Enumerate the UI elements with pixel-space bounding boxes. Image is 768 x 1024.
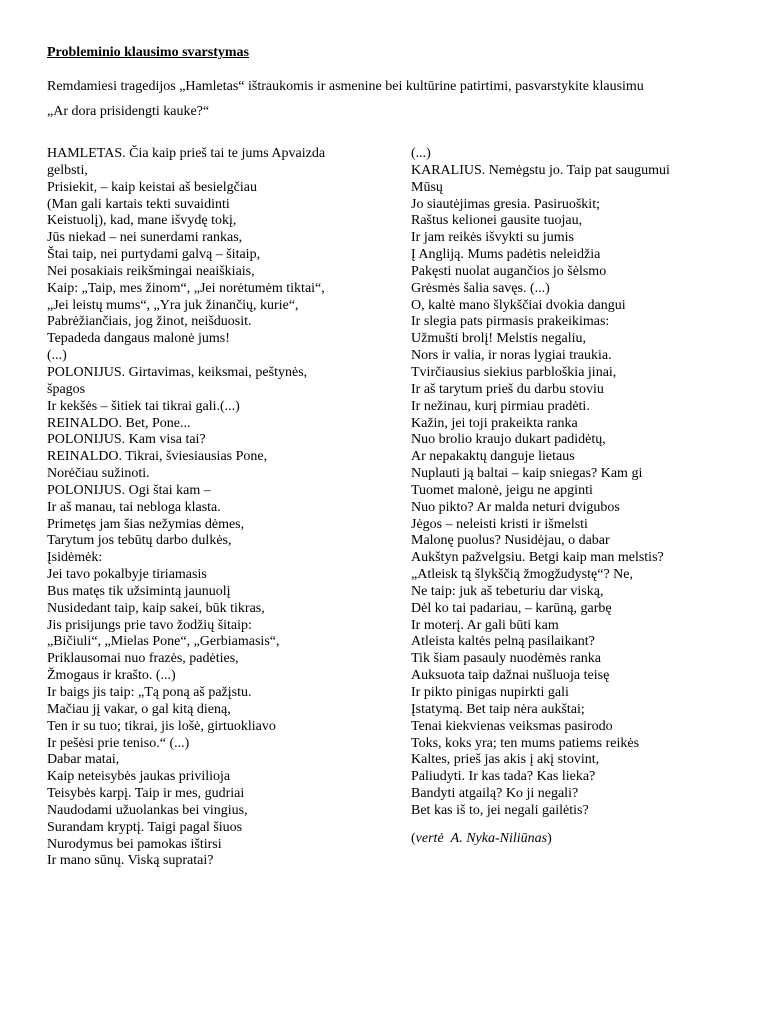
text-line: (Man gali kartais tekti suvaidinti — [47, 196, 230, 212]
text-line: „Jei leistų mums“, „Yra juk žinančių, kurie“, — [47, 297, 299, 313]
left-text-column — [47, 146, 387, 870]
text-line: (...) — [47, 348, 67, 364]
text-line: Atleista kaltės pelną pasilaikant? — [411, 634, 595, 650]
text-line: Tarytum jos tebūtų darbo dulkės, — [47, 533, 232, 549]
text-line: Tepadeda dangaus malonė jums! — [47, 331, 230, 347]
text-line: Jo siautėjimas gresia. Pasiruoškit; — [411, 196, 600, 212]
page-title: Probleminio klausimo svarstymas — [47, 45, 249, 60]
text-line: špagos — [47, 381, 86, 397]
text-line: Ir nežinau, kurį pirmiau pradėti. — [411, 398, 590, 414]
text-line: Įstatymą. Bet taip nėra aukštai; — [411, 701, 585, 717]
text-line: Priklausomai nuo frazės, padėties, — [47, 651, 239, 667]
intro-line-1: Remdamiesi tragedijos „Hamletas“ ištraukomis ir asmenine bei kultūrine patirtimi, pasvarstykite klausimu — [47, 79, 644, 94]
text-line: Prisiekit, – kaip keistai aš besielgčiau — [47, 179, 257, 195]
text-line: Auksuota taip dažnai nušluoja teisę — [411, 668, 610, 684]
text-line: Dėl ko tai padariau, – karūną, garbę — [411, 600, 612, 616]
text-line: Įsidėmėk: — [47, 550, 103, 566]
text-line: Tenai kiekvienas veiksmas pasirodo — [411, 718, 613, 734]
intro-question: „Ar dora prisidengti kauke?“ — [47, 104, 210, 119]
text-line: HAMLETAS. Čia kaip prieš tai te jums Apvaizda — [47, 146, 326, 161]
text-line: Jei tavo pokalbyje tiriamasis — [47, 567, 207, 583]
text-line: Ir moterį. Ar gali būti kam — [411, 617, 559, 633]
text-line: gelbsti, — [47, 162, 88, 178]
text-line: Naudodami užuolankas bei vingius, — [47, 802, 248, 818]
text-line: Žmogaus ir krašto. (...) — [47, 668, 176, 684]
text-line: Paliudyti. Ir kas tada? Kas lieka? — [411, 769, 596, 785]
text-line: Aukštyn pažvelgsiu. Betgi kaip man melstis? — [411, 550, 664, 566]
translation-credit — [411, 831, 731, 848]
text-line: Nei posakiais reikšmingai neaiškiais, — [47, 263, 255, 279]
text-line: Ne taip: juk aš tebeturiu dar viską, — [411, 583, 604, 599]
text-line: Nors ir valia, ir noras lygiai traukia. — [411, 348, 612, 364]
credit-translated-by: vertė — [415, 830, 444, 846]
credit-translator-name: A. Nyka-Niliūnas — [450, 830, 548, 846]
text-line: Tvirčiausius siekius parbloškia jinai, — [411, 364, 617, 380]
text-line: Tuomet malonė, jeigu ne apginti — [411, 482, 593, 498]
text-line: Toks, koks yra; ten mums patiems reikės — [411, 735, 640, 751]
text-line: Keistuolį), kad, mane išvydę tokį, — [47, 213, 237, 229]
text-line: Primetęs jam šias nežymias dėmes, — [47, 516, 245, 532]
text-line: Ir kekšės – šitiek tai tikrai gali.(...) — [47, 398, 240, 414]
text-line: Dabar matai, — [47, 752, 120, 768]
text-line: REINALDO. Tikrai, šviesiausias Pone, — [47, 449, 268, 465]
text-line: Teisybės karpį. Taip ir mes, gudriai — [47, 786, 245, 802]
text-line: Nuplauti ją baltai – kaip sniegas? Kam gi — [411, 466, 643, 482]
text-line: Pakęsti nuolat augančios jo šėlsmo — [411, 263, 607, 279]
text-line: Ar nepakaktų danguje lietaus — [411, 449, 575, 465]
text-line: Jis prisijungs prie tavo žodžių šitaip: — [47, 617, 252, 633]
intro-paragraph — [47, 78, 737, 120]
text-line: „Bičiuli“, „Mielas Pone“, „Gerbiamasis“, — [47, 634, 280, 650]
text-line: Kaip neteisybės jaukas privilioja — [47, 769, 231, 785]
text-line: O, kaltė mano šlykščiai dvokia dangui — [411, 297, 626, 313]
credit-close-paren: ) — [547, 830, 552, 846]
text-line: Ir pešėsi prie teniso.“ (...) — [47, 735, 190, 751]
text-line: Ir aš manau, tai nebloga klasta. — [47, 499, 221, 515]
text-line: Raštus kelionei gausite tuojau, — [411, 213, 583, 229]
text-line: Ir slegia pats pirmasis prakeikimas: — [411, 314, 610, 330]
text-line: Nusidedant taip, kaip sakei, būk tikras, — [47, 600, 265, 616]
text-line: Ir mano sūnų. Viską supratai? — [47, 853, 214, 869]
text-line: Į Angliją. Mums padėtis neleidžia — [411, 247, 601, 263]
text-line: Ir pikto pinigas nupirkti gali — [411, 685, 569, 700]
text-line: Kaltes, prieš jas akis į akį stovint, — [411, 752, 600, 768]
text-line: Nuo pikto? Ar malda neturi dvigubos — [411, 499, 620, 515]
text-line: Jėgos – neleisti kristi ir išmelsti — [411, 516, 588, 532]
text-line: Bus matęs tik užsimintą jaunuolį — [47, 583, 231, 599]
text-line: POLONIJUS. Kam visa tai? — [47, 432, 206, 448]
text-line: Ten ir su tuo; tikrai, jis lošė, girtuokliavo — [47, 718, 276, 734]
text-line: Nurodymus bei pamokas ištirsi — [47, 836, 222, 852]
text-line: Mačiau jį vakar, o gal kitą dieną, — [47, 701, 231, 717]
text-line: Ir baigs jis taip: „Tą poną aš pažįstu. — [47, 685, 252, 700]
text-line: Kaip: „Taip, mes žinom“, „Jei norėtumėm tiktai“, — [47, 280, 325, 296]
text-line: Jūs niekad – nei sunerdami rankas, — [47, 230, 243, 246]
text-line: Ir jam reikės išvykti su jumis — [411, 230, 574, 246]
text-line: POLONIJUS. Ogi štai kam – — [47, 482, 211, 498]
text-line: Nuo brolio kraujo dukart padidėtų, — [411, 432, 606, 448]
right-text-column — [411, 146, 731, 848]
text-line: Surandam kryptį. Taigi pagal šiuos — [47, 819, 243, 835]
text-line: Tik šiam pasauly nuodėmės ranka — [411, 651, 602, 667]
text-line: Ir aš tarytum prieš du darbu stoviu — [411, 381, 604, 397]
text-line: POLONIJUS. Girtavimas, keiksmai, peštynės, — [47, 364, 308, 380]
text-line: Bandyti atgailą? Ko ji negali? — [411, 786, 579, 802]
text-line: REINALDO. Bet, Pone... — [47, 415, 191, 431]
text-line: Malonę puolus? Nusidėjau, o dabar — [411, 533, 610, 549]
text-line: (...) — [411, 146, 431, 161]
text-line: Grėsmės šalia savęs. (...) — [411, 280, 550, 296]
credit-open-paren: ( — [411, 830, 416, 846]
text-line: KARALIUS. Nemėgstu jo. Taip pat saugumui — [411, 162, 670, 178]
text-line: Norėčiau sužinoti. — [47, 466, 150, 482]
text-line: Užmušti brolį! Melstis negaliu, — [411, 331, 586, 347]
text-line: Mūsų — [411, 179, 443, 195]
text-line: Bet kas iš to, jei negali gailėtis? — [411, 802, 589, 818]
text-line: Kažin, jei toji prakeikta ranka — [411, 415, 578, 431]
text-line: „Atleisk tą šlykščią žmogžudystę“? Ne, — [411, 567, 633, 583]
text-line: Štai taip, nei purtydami galvą – šitaip, — [47, 247, 261, 263]
right-column-lines — [411, 146, 731, 820]
text-line: Pabrėžiančiais, jog žinot, neišduosit. — [47, 314, 252, 330]
